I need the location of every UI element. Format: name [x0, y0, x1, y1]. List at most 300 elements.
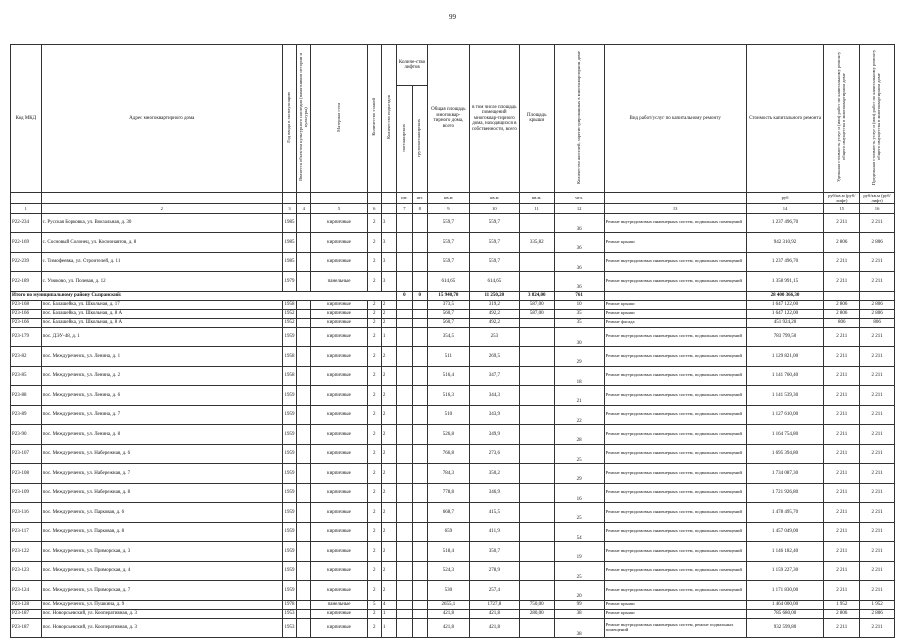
work-type-cell: Ремонт крыши — [604, 300, 746, 309]
entrances-cell: 2 — [381, 386, 396, 406]
mkd-code: Р22-234 — [11, 213, 42, 233]
owned-area-cell: 347,7 — [469, 366, 519, 386]
table-row — [11, 233, 895, 253]
units-row — [11, 192, 895, 203]
cost-cell: 451 924,20 — [746, 318, 824, 327]
work-type-cell: Ремонт внутридомовых инженерных систем, подвальных помещений — [604, 503, 746, 523]
material-cell: кирпичные — [311, 213, 367, 233]
year-cell: 1959 — [282, 522, 296, 542]
roof-area-cell — [519, 386, 554, 406]
lifts-cargo-cell — [412, 542, 427, 562]
year-cell: 1959 — [282, 542, 296, 562]
unit-cell: кв.м — [469, 192, 519, 203]
material-cell: кирпичные — [311, 318, 367, 327]
work-type-cell: Ремонт внутридомовых инженерных систем, подвальных помещений — [604, 405, 746, 425]
lifts-passenger-cell — [397, 542, 412, 562]
mkd-code: Р23-108 — [11, 464, 42, 484]
roof-area-cell — [519, 366, 554, 386]
max-cost-cell: 2 806 — [860, 300, 895, 309]
roof-area-cell — [519, 542, 554, 562]
address-cell: пос. Междуреченск, ул. Набережная, д. 7 — [41, 464, 282, 484]
entrances-cell: 2 — [381, 405, 396, 425]
floors-cell: 2 — [367, 464, 381, 484]
floors-cell: 2 — [367, 609, 381, 618]
material-cell: кирпичные — [311, 581, 367, 601]
total-area-cell: 784,3 — [427, 464, 469, 484]
unit-cost-cell: 1 952 — [824, 600, 860, 609]
material-cell: кирпичные — [311, 309, 367, 318]
floors-cell: 2 — [367, 522, 381, 542]
entrances-cell: 3 — [381, 252, 396, 272]
roof-area-cell — [519, 581, 554, 601]
lifts-passenger-cell — [397, 425, 412, 445]
header-total-area: Общая площадь многоквар-тирного дома, всего — [427, 45, 469, 193]
owned-area-cell: 346,9 — [469, 483, 519, 503]
heritage-cell — [297, 272, 311, 292]
mkd-code: Р23-187 — [11, 609, 42, 618]
work-type-cell: Ремонт внутридомовых инженерных систем, подвальных помещений — [604, 561, 746, 581]
max-cost-cell: 2 211 — [860, 386, 895, 406]
mkd-code: Р22-169 — [11, 233, 42, 253]
heritage-cell — [297, 233, 311, 253]
heritage-cell — [297, 522, 311, 542]
material-cell: кирпичные — [311, 609, 367, 618]
header-owned-area: в том числе площадь помещений многоквар-тирного дома, находящихся в собственности, всего — [469, 45, 519, 193]
unit-cost-cell: 2 211 — [824, 561, 860, 581]
heritage-cell — [297, 581, 311, 601]
table-row — [11, 464, 895, 484]
floors-cell: 2 — [367, 252, 381, 272]
year-cell: 1985 — [282, 233, 296, 253]
lifts-passenger-cell — [397, 300, 412, 309]
material-cell: кирпичные — [311, 366, 367, 386]
total-area-cell: 778,8 — [427, 483, 469, 503]
cost-cell: 785 680,00 — [746, 609, 824, 618]
address-cell: пос. Новорсьевский, ул. Кооперативная, д. 3 — [41, 609, 282, 618]
mkd-code: Р23-82 — [11, 347, 42, 367]
owned-area-cell: 559,7 — [469, 233, 519, 253]
residents-cell: 30 — [554, 327, 604, 347]
owned-area-cell: 269,5 — [469, 347, 519, 367]
roof-area-cell — [519, 483, 554, 503]
column-number: 3 — [282, 203, 296, 213]
material-cell: кирпичные — [311, 618, 367, 638]
table-row — [11, 444, 895, 464]
header-wall-material: Материал стен — [311, 45, 367, 193]
table-row — [11, 542, 895, 562]
total-area-cell: 659 — [427, 522, 469, 542]
table-row — [11, 503, 895, 523]
header-lifts-cargo: грузопассажирских — [412, 86, 427, 192]
material-cell: кирпичные — [311, 347, 367, 367]
lifts-passenger-cell — [397, 213, 412, 233]
address-cell: пос. Междуреченск, ул. Ленина, д. 1 — [41, 347, 282, 367]
floors-cell: 2 — [367, 503, 381, 523]
lifts-cargo-cell — [412, 561, 427, 581]
floors-cell: 2 — [367, 327, 381, 347]
lifts-passenger-cell — [397, 233, 412, 253]
address-cell: пос. Междуреченск, ул. Ленина, д. 2 — [41, 366, 282, 386]
column-number: 11 — [519, 203, 554, 213]
material-cell: кирпичные — [311, 542, 367, 562]
unit-cost-cell: 2 211 — [824, 347, 860, 367]
work-type-cell: Ремонт внутридомовых инженерных систем, ремонт подвальных помещений — [604, 618, 746, 638]
unit-cost-cell: 2 211 — [824, 252, 860, 272]
floors-cell: 2 — [367, 366, 381, 386]
total-area-cell: 510 — [427, 405, 469, 425]
entrances-cell: 2 — [381, 561, 396, 581]
entrances-cell: 1 — [381, 327, 396, 347]
heritage-cell — [297, 600, 311, 609]
lifts-cargo-cell — [412, 464, 427, 484]
lifts-passenger-cell — [397, 309, 412, 318]
column-number: 5 — [311, 203, 367, 213]
cost-cell: 783 799,50 — [746, 327, 824, 347]
address-cell: пос. Балашейка, ул. Школьная, д. 8 А — [41, 318, 282, 327]
total-area-cell: 524,3 — [427, 561, 469, 581]
mkd-code: Р22-189 — [11, 272, 42, 292]
cost-cell: 1 734 087,30 — [746, 464, 824, 484]
material-cell: панельные — [311, 272, 367, 292]
roof-area-cell — [519, 272, 554, 292]
work-type-cell: Ремонт крыши — [604, 600, 746, 609]
roof-area-cell: 587,00 — [519, 300, 554, 309]
cost-cell: 1 171 830,00 — [746, 581, 824, 601]
material-cell: кирпичные — [311, 252, 367, 272]
unit-cost-cell: 806 — [824, 318, 860, 327]
lifts-cargo-cell — [412, 213, 427, 233]
work-type-cell: Ремонт внутридомовых инженерных систем, подвальных помещений — [604, 366, 746, 386]
cost-cell: 1 358 991,15 — [746, 272, 824, 292]
material-cell: кирпичные — [311, 503, 367, 523]
column-numbers-row — [11, 203, 895, 213]
heritage-cell — [297, 464, 311, 484]
table-row — [11, 581, 895, 601]
floors-cell: 2 — [367, 542, 381, 562]
total-area-cell: 511 — [427, 347, 469, 367]
lifts-passenger-cell — [397, 581, 412, 601]
lifts-passenger-cell — [397, 405, 412, 425]
total-area-cell: 373,5 — [427, 300, 469, 309]
owned-area-cell: 614,65 — [469, 272, 519, 292]
max-cost-cell: 2 211 — [860, 405, 895, 425]
header-roof-area: Площадь крыши — [519, 45, 554, 193]
floors-cell: 2 — [367, 386, 381, 406]
mkd-code: Р23-123 — [11, 561, 42, 581]
work-type-cell: Ремонт внутридомовых инженерных систем, подвальных помещений — [604, 483, 746, 503]
address-cell: с. Узюково, ул. Полевая, д. 12 — [41, 272, 282, 292]
total-cost: 28 400 366,30 — [746, 291, 824, 300]
residents-cell: 28 — [554, 425, 604, 445]
floors-cell: 2 — [367, 213, 381, 233]
owned-area-cell: 421,8 — [469, 618, 519, 638]
residents-cell: 36 — [554, 272, 604, 292]
work-type-cell: Ремонт внутридомовых инженерных систем, подвальных помещений — [604, 425, 746, 445]
total-roof-area: 3 824,00 — [519, 291, 554, 300]
residents-cell: 16 — [554, 483, 604, 503]
table-row — [11, 252, 895, 272]
roof-area-cell — [519, 425, 554, 445]
year-cell: 1985 — [282, 252, 296, 272]
unit-cell: руб/кв.м (руб/лифт) — [824, 192, 860, 203]
year-cell: 1985 — [282, 213, 296, 233]
heritage-cell — [297, 561, 311, 581]
heritage-cell — [297, 425, 311, 445]
total-area-cell: 530 — [427, 581, 469, 601]
address-cell: пос. Новорсьевский, ул. Кооперативная, д. 3 — [41, 618, 282, 638]
cost-cell: 1 141 760,40 — [746, 366, 824, 386]
year-cell: 1952 — [282, 318, 296, 327]
total-area: 15 940,70 — [427, 291, 469, 300]
work-type-cell: Ремонт фасада — [604, 318, 746, 327]
total-max — [860, 291, 895, 300]
entrances-cell: 2 — [381, 483, 396, 503]
entrances-cell: 3 — [381, 272, 396, 292]
year-cell: 1959 — [282, 464, 296, 484]
header-heritage: Является объектом культурного наследия (памятником истории и культуры) — [297, 45, 311, 193]
lifts-passenger-cell — [397, 327, 412, 347]
max-cost-cell: 1 952 — [860, 600, 895, 609]
lifts-passenger-cell — [397, 318, 412, 327]
total-residents: 761 — [554, 291, 604, 300]
mkd-code: Р23-85 — [11, 366, 42, 386]
lifts-cargo-cell — [412, 300, 427, 309]
header-year: Год ввода в эксплуатацию — [282, 45, 296, 193]
lifts-passenger-cell — [397, 272, 412, 292]
unit-cost-cell: 2 211 — [824, 425, 860, 445]
material-cell: кирпичные — [311, 483, 367, 503]
max-cost-cell: 2 211 — [860, 366, 895, 386]
residents-cell: 38 — [554, 618, 604, 638]
lifts-passenger-cell — [397, 252, 412, 272]
max-cost-cell: 2 211 — [860, 618, 895, 638]
material-cell: кирпичные — [311, 405, 367, 425]
heritage-cell — [297, 252, 311, 272]
owned-area-cell: 411,9 — [469, 522, 519, 542]
unit-cost-cell: 2 211 — [824, 327, 860, 347]
owned-area-cell: 344,3 — [469, 386, 519, 406]
material-cell: кирпичные — [311, 327, 367, 347]
residents-cell: 99 — [554, 600, 604, 609]
lifts-cargo-cell — [412, 272, 427, 292]
column-number: 10 — [469, 203, 519, 213]
entrances-cell: 2 — [381, 542, 396, 562]
work-type-cell: Ремонт внутридомовых инженерных систем, подвальных помещений — [604, 272, 746, 292]
max-cost-cell: 2 211 — [860, 252, 895, 272]
owned-area-cell: 278,9 — [469, 561, 519, 581]
unit-cost-cell: 2 211 — [824, 213, 860, 233]
total-area-cell: 518,4 — [427, 542, 469, 562]
lifts-cargo-cell — [412, 609, 427, 618]
mkd-code: Р23-187 — [11, 618, 42, 638]
column-number: 7 — [397, 203, 412, 213]
heritage-cell — [297, 609, 311, 618]
lifts-cargo-cell — [412, 581, 427, 601]
material-cell: кирпичные — [311, 464, 367, 484]
year-cell: 1959 — [282, 581, 296, 601]
column-number: 15 — [824, 203, 860, 213]
floors-cell: 2 — [367, 444, 381, 464]
column-number: 4 — [297, 203, 311, 213]
cost-cell: 1 146 182,40 — [746, 542, 824, 562]
lifts-passenger-cell — [397, 522, 412, 542]
column-number: 2 — [41, 203, 282, 213]
owned-area-cell: 492,2 — [469, 318, 519, 327]
entrances-cell: 1 — [381, 609, 396, 618]
lifts-cargo-cell — [412, 444, 427, 464]
residents-cell: 22 — [554, 405, 604, 425]
header-residents: Количество жителей, зарегистрированных в многоквартирном доме — [554, 45, 604, 193]
lifts-cargo-cell — [412, 600, 427, 609]
floors-cell: 2 — [367, 347, 381, 367]
roof-area-cell — [519, 561, 554, 581]
entrances-cell: 2 — [381, 318, 396, 327]
table-row — [11, 405, 895, 425]
year-cell: 1958 — [282, 300, 296, 309]
lifts-passenger-cell — [397, 503, 412, 523]
address-cell: пос. Междуреченск, ул. Ленина, д. 8 — [41, 425, 282, 445]
year-cell: 1959 — [282, 405, 296, 425]
entrances-cell: 3 — [381, 213, 396, 233]
entrances-cell: 2 — [381, 444, 396, 464]
residents-cell: 38 — [554, 609, 604, 618]
owned-area-cell: 273,6 — [469, 444, 519, 464]
mkd-code: Р23-107 — [11, 444, 42, 464]
cost-cell: 1 164 754,80 — [746, 425, 824, 445]
floors-cell: 2 — [367, 233, 381, 253]
material-cell: кирпичные — [311, 561, 367, 581]
address-cell: пос. Междуреченск, ул. Приморская, д. 7 — [41, 581, 282, 601]
mkd-code: Р23-117 — [11, 522, 42, 542]
total-area-cell: 614,65 — [427, 272, 469, 292]
mkd-code: Р23-168 — [11, 300, 42, 309]
floors-cell: 5 — [367, 600, 381, 609]
lifts-passenger-cell — [397, 609, 412, 618]
unit-cell: руб/кв.м (руб/лифт) — [860, 192, 895, 203]
work-type-cell: Ремонт внутридомовых инженерных систем, подвальных помещений — [604, 347, 746, 367]
residents-cell: 25 — [554, 503, 604, 523]
max-cost-cell: 806 — [860, 318, 895, 327]
table-row — [11, 618, 895, 638]
entrances-cell: 2 — [381, 464, 396, 484]
heritage-cell — [297, 347, 311, 367]
floors-cell: 2 — [367, 300, 381, 309]
year-cell: 1978 — [282, 600, 296, 609]
entrances-cell: 2 — [381, 366, 396, 386]
unit-cell: кв.м — [427, 192, 469, 203]
owned-area-cell: 253 — [469, 327, 519, 347]
unit-cost-cell: 2 211 — [824, 444, 860, 464]
heritage-cell — [297, 309, 311, 318]
lifts-cargo-cell — [412, 347, 427, 367]
roof-area-cell: 280,00 — [519, 609, 554, 618]
total-area-cell: 766,8 — [427, 444, 469, 464]
address-cell: пос. Междуреченск, ул. Приморская, д. 3 — [41, 542, 282, 562]
lifts-passenger-cell — [397, 366, 412, 386]
total-area-cell: 559,7 — [427, 252, 469, 272]
lifts-cargo-cell — [412, 386, 427, 406]
heritage-cell — [297, 405, 311, 425]
total-area-cell: 2655,1 — [427, 600, 469, 609]
max-cost-cell: 2 211 — [860, 483, 895, 503]
roof-area-cell: 335,82 — [519, 233, 554, 253]
floors-cell: 2 — [367, 618, 381, 638]
entrances-cell: 2 — [381, 581, 396, 601]
entrances-cell: 2 — [381, 503, 396, 523]
mkd-code: Р23-122 — [11, 542, 42, 562]
roof-area-cell — [519, 252, 554, 272]
max-cost-cell: 2 211 — [860, 425, 895, 445]
heritage-cell — [297, 483, 311, 503]
residents-cell: 54 — [554, 522, 604, 542]
cost-cell: 1 695 394,80 — [746, 444, 824, 464]
total-area-cell: 560,7 — [427, 309, 469, 318]
year-cell: 1958 — [282, 347, 296, 367]
work-type-cell: Ремонт внутридомовых инженерных систем, подвальных помещений — [604, 444, 746, 464]
unit-cell: шт. — [412, 192, 427, 203]
total-work — [604, 291, 746, 300]
total-area-cell: 421,8 — [427, 609, 469, 618]
mkd-code: Р23-89 — [11, 405, 42, 425]
total-area-cell: 516,3 — [427, 386, 469, 406]
column-number: 8 — [412, 203, 427, 213]
max-cost-cell: 2 806 — [860, 233, 895, 253]
column-number: 12 — [554, 203, 604, 213]
max-cost-cell: 2 211 — [860, 272, 895, 292]
mkd-code: Р23-90 — [11, 425, 42, 445]
total-owned-area: 11 250,20 — [469, 291, 519, 300]
heritage-cell — [297, 213, 311, 233]
owned-area-cell: 1727,8 — [469, 600, 519, 609]
table-row — [11, 600, 895, 609]
year-cell: 1959 — [282, 483, 296, 503]
work-type-cell: Ремонт внутридомовых инженерных систем, подвальных помещений — [604, 581, 746, 601]
header-code: Код МКД — [11, 45, 42, 193]
entrances-cell: 1 — [381, 618, 396, 638]
header-lifts-passenger: пассажирских — [397, 86, 412, 192]
cost-cell: 1 127 610,00 — [746, 405, 824, 425]
lifts-cargo-cell — [412, 503, 427, 523]
address-cell: с. Сосновый Солонец, ул. Космонавтов, д. 8 — [41, 233, 282, 253]
max-cost-cell: 2 211 — [860, 503, 895, 523]
year-cell: 1959 — [282, 386, 296, 406]
heritage-cell — [297, 618, 311, 638]
entrances-cell: 2 — [381, 425, 396, 445]
table-row — [11, 300, 895, 309]
lifts-cargo-cell — [412, 252, 427, 272]
header-unit-cost: Удельная стоимость услуг и (или) работ по капитальному ремонту общего имущества в многоквартирном доме — [824, 45, 860, 193]
header-max-cost: Предельная стоимость услуг и (или) работ по капитальному ремонту общего имущества в многоквартирном доме — [860, 45, 895, 193]
roof-area-cell — [519, 618, 554, 638]
address-cell: с. Русская Борковка, ул. Вокзальная, д. 30 — [41, 213, 282, 233]
column-number: 16 — [860, 203, 895, 213]
cost-cell: 1 237 496,70 — [746, 252, 824, 272]
owned-area-cell: 421,8 — [469, 609, 519, 618]
table-row — [11, 561, 895, 581]
owned-area-cell: 343,9 — [469, 405, 519, 425]
year-cell: 1959 — [282, 503, 296, 523]
cost-cell: 1 647 122,00 — [746, 309, 824, 318]
max-cost-cell: 2 211 — [860, 522, 895, 542]
year-cell: 1959 — [282, 561, 296, 581]
material-cell: кирпичные — [311, 444, 367, 464]
unit-cost-cell: 2 211 — [824, 503, 860, 523]
unit-cost-cell: 2 211 — [824, 522, 860, 542]
address-cell: пос. Междуреченск, ул. Парковая, д. 6 — [41, 503, 282, 523]
lifts-cargo-cell — [412, 327, 427, 347]
header-lifts: Количе-ство лифтов — [397, 45, 428, 86]
residents-cell: 20 — [554, 581, 604, 601]
